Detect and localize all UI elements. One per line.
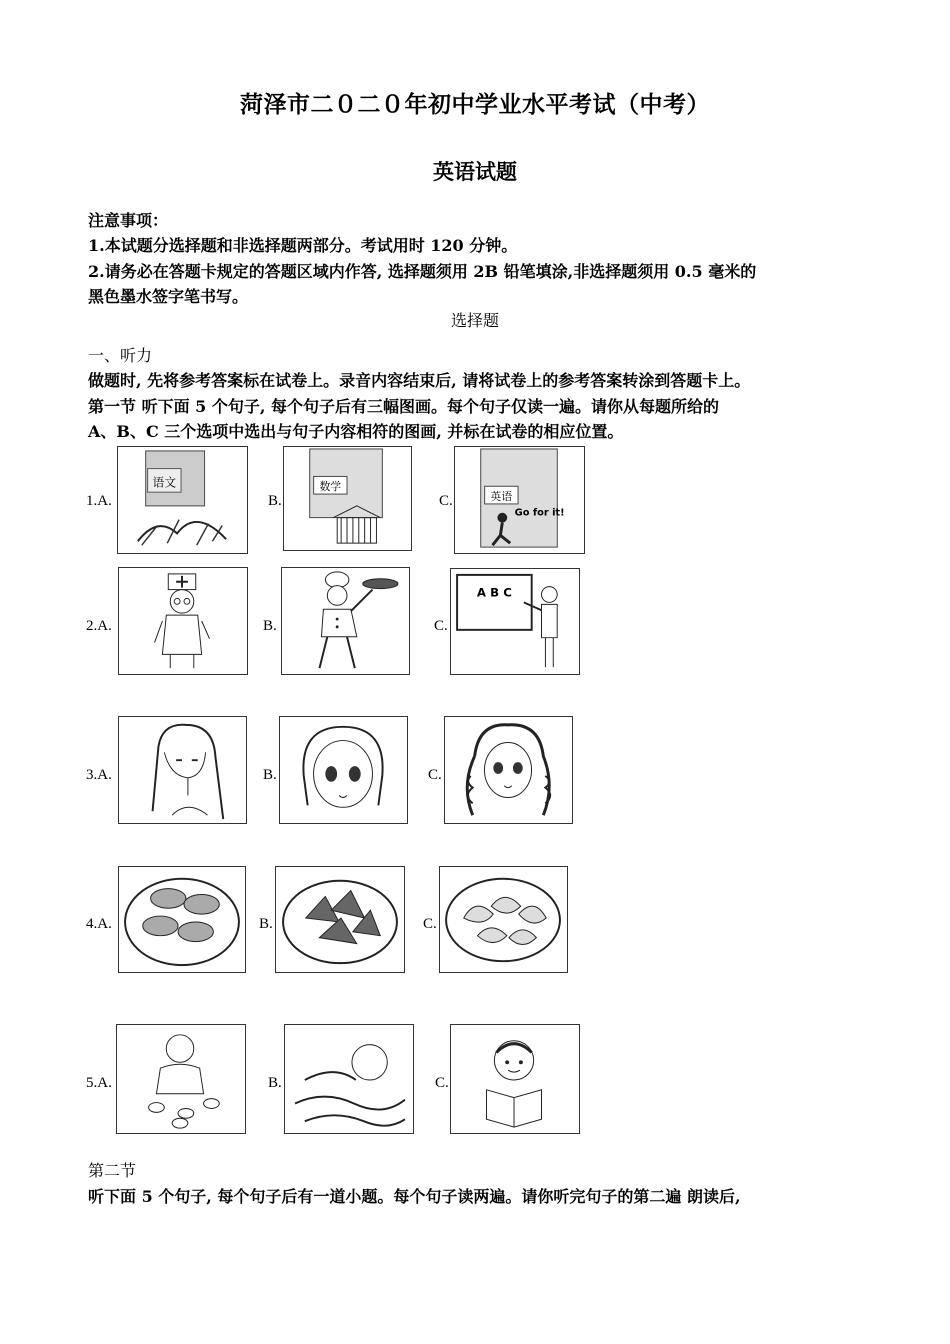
q2c-blackboard-text: A B C xyxy=(476,585,512,600)
q2-option-b-label: B. xyxy=(263,618,277,634)
q5-option-b-label: B. xyxy=(268,1075,282,1091)
notice-item-1: 1.本试题分选择题和非选择题两部分。考试用时 120 分钟。 xyxy=(88,236,518,255)
q5-option-c-label: C. xyxy=(435,1075,449,1091)
q1-option-a-label: 1.A. xyxy=(86,493,112,509)
q3-option-b-label: B. xyxy=(263,767,277,783)
q1a-book-title: 语文 xyxy=(152,475,177,490)
q1-option-c-label: C. xyxy=(439,493,453,509)
q1c-book-title: 英语 xyxy=(490,490,513,503)
notice-item-2-cont: 黑色墨水签字笔书写。 xyxy=(88,287,249,306)
q3-option-a-image[interactable] xyxy=(118,716,247,824)
q1b-book-title: 数学 xyxy=(319,480,342,494)
q5-option-a-image[interactable] xyxy=(116,1024,246,1134)
q2-option-b-image[interactable] xyxy=(281,567,410,675)
section2-instruction: 听下面 5 个句子, 每个句子后有一道小题。每个句子读两遍。请你听完句子的第二遍 朗读后, xyxy=(88,1187,741,1206)
section1-instruction: 第一节 听下面 5 个句子, 每个句子后有三幅图画。每个句子仅读一遍。请你从每题所给的 xyxy=(88,397,719,416)
q2-option-a-image[interactable] xyxy=(118,567,248,675)
q3-option-a-label: 3.A. xyxy=(86,767,112,783)
q5-option-c-image[interactable] xyxy=(450,1024,580,1134)
q3-option-c-image[interactable] xyxy=(444,716,573,824)
q1-option-b-label: B. xyxy=(268,493,282,509)
q2-option-c-label: C. xyxy=(434,618,448,634)
q3-option-c-label: C. xyxy=(428,767,442,783)
subject-title: 英语试题 xyxy=(433,160,517,184)
q1-option-b-image[interactable] xyxy=(283,446,412,551)
notice-heading: 注意事项： xyxy=(88,211,169,230)
page-title: 菏泽市二０二０年初中学业水平考试（中考） xyxy=(240,92,710,118)
q4-option-b-label: B. xyxy=(259,916,273,932)
notice-item-2: 2.请务必在答题卡规定的答题区域内作答, 选择题须用 2B 铅笔填涂,非选择题须用 0.5 毫米的 xyxy=(88,262,757,281)
q1-option-c-image[interactable] xyxy=(454,446,585,554)
q1-option-a-image[interactable] xyxy=(117,446,248,554)
part1-instruction: 做题时, 先将参考答案标在试卷上。录音内容结束后, 请将试卷上的参考答案转涂到答题卡上。 xyxy=(88,371,751,390)
q2-option-a-label: 2.A. xyxy=(86,618,112,634)
q5-option-a-label: 5.A. xyxy=(86,1075,112,1091)
q1c-book-subtitle: Go for it! xyxy=(514,507,565,519)
q2-option-c-image[interactable] xyxy=(450,568,580,675)
section-choice-heading: 选择题 xyxy=(450,311,499,330)
q4-option-a-image[interactable] xyxy=(118,866,246,973)
section2-heading: 第二节 xyxy=(88,1161,137,1180)
section1-instruction-cont: A、B、C 三个选项中选出与句子内容相符的图画, 并标在试卷的相应位置。 xyxy=(88,422,624,441)
q4-option-b-image[interactable] xyxy=(275,866,405,973)
q4-option-c-label: C. xyxy=(423,916,437,932)
q3-option-b-image[interactable] xyxy=(279,716,408,824)
q4-option-c-image[interactable] xyxy=(439,866,568,973)
part1-heading: 一、听力 xyxy=(88,346,153,365)
q4-option-a-label: 4.A. xyxy=(86,916,112,932)
q5-option-b-image[interactable] xyxy=(284,1024,414,1134)
